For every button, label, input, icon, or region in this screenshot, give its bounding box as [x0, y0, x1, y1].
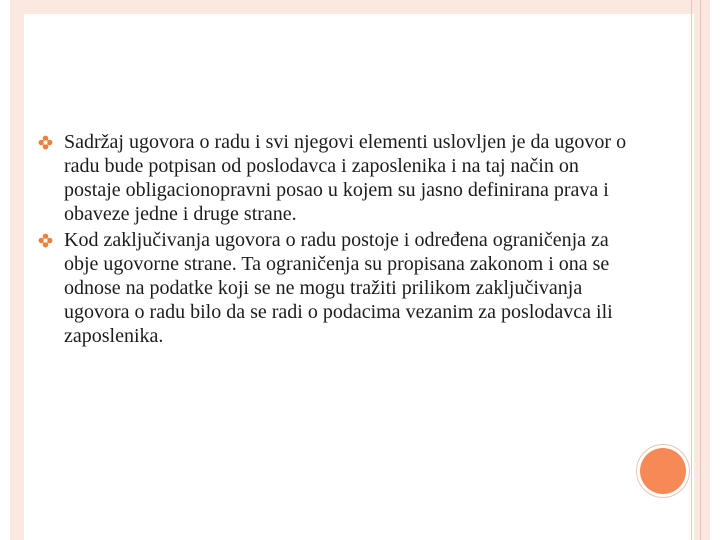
- frame-line-right-inner: [691, 0, 692, 540]
- flower-bullet-icon: [38, 135, 53, 150]
- decorative-circle: [640, 448, 686, 494]
- slide-body: [38, 130, 638, 350]
- bullet-item-2: [38, 228, 638, 348]
- bullet-text-2: Kod zaključivanja ugovora o radu postoje i određena ograničenja za obje ugovorne strane. Ta ograničenja su propisana zakonom i ona se odnose na podatke koji se ne mogu tražiti prilikom zaključivanja ugovora o radu bilo da se radi o podacima vezanim za poslodavca ili zaposlenika.: [64, 229, 613, 347]
- bullet-item-1: [38, 130, 638, 226]
- frame-line-right-outer: [700, 0, 701, 540]
- flower-bullet-icon: [38, 233, 53, 248]
- bullet-text-1: Sadržaj ugovora o radu i svi njegovi elementi uslovljen je da ugovor o radu bude potpisan od poslodavca i zaposlenika i na taj način on postaje obligacionopravni posao u kojem su jasno definirana prava i obaveze jedne i druge strane.: [64, 131, 627, 225]
